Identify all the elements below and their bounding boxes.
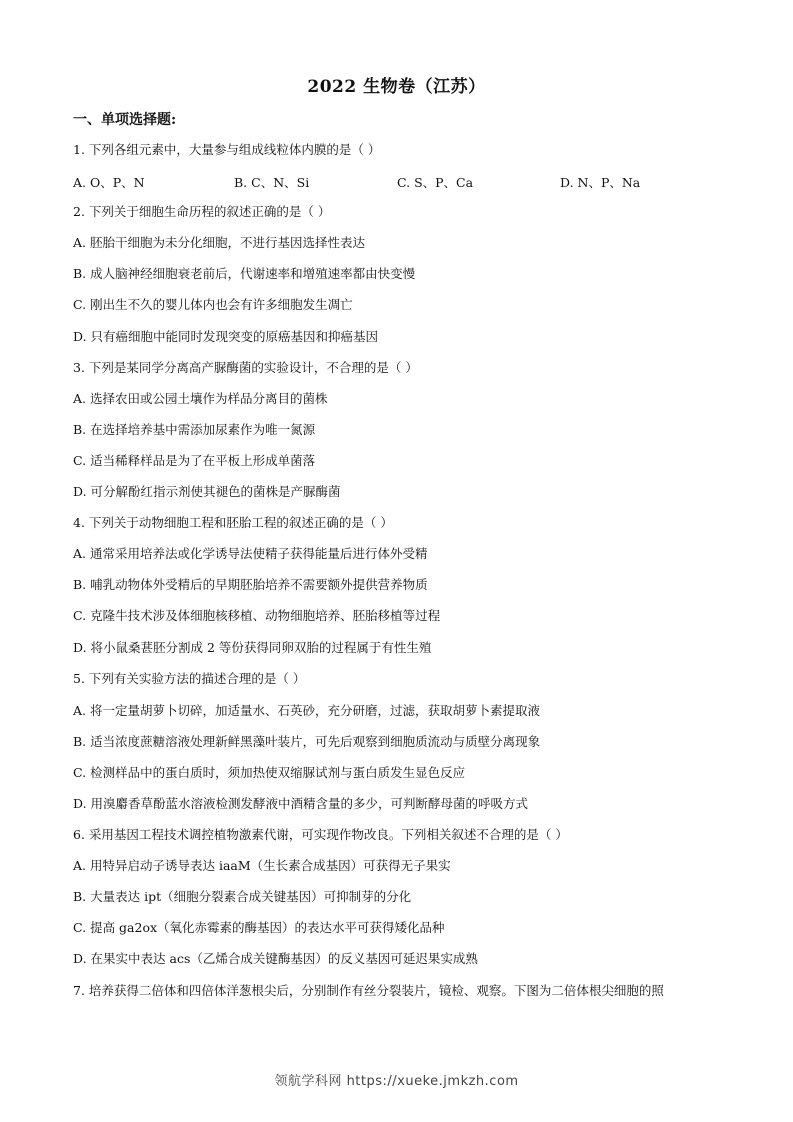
question-5-option-d: D. 用溴麝香草酚蓝水溶液检测发酵液中酒精含量的多少，可判断酵母菌的呼吸方式 [73,796,529,811]
question-2-option-d: D. 只有癌细胞中能同时发现突变的原癌基因和抑癌基因 [73,329,379,344]
question-3-option-b: B. 在选择培养基中需添加尿素作为唯一氮源 [73,422,316,437]
question-3-option-a: A. 选择农田或公园土壤作为样品分离目的菌株 [73,391,328,406]
question-5-option-a: A. 将一定量胡萝卜切碎，加适量水、石英砂，充分研磨，过滤，获取胡萝卜素提取液 [73,703,540,718]
question-6-option-b: B. 大量表达 ipt（细胞分裂素合成关键基因）可抑制芽的分化 [73,889,412,904]
page-title: 2022 生物卷（江苏） [307,77,486,97]
question-2-stem: 2. 下列关于细胞生命历程的叙述正确的是（ ） [73,204,331,219]
question-2-option-b: B. 成人脑神经细胞衰老前后，代谢速率和增殖速率都由快变慢 [73,266,416,281]
question-1-option-a: A. O、P、N [73,175,145,190]
section-heading: 一、单项选择题: [73,112,177,128]
question-1-option-b: B. C、N、Si [234,175,310,190]
question-5-stem: 5. 下列有关实验方法的描述合理的是（ ） [73,671,306,686]
question-5-option-b: B. 适当浓度蔗糖溶液处理新鲜黑藻叶装片，可先后观察到细胞质流动与质壁分离现象 [73,734,541,749]
question-4-option-d: D. 将小鼠桑葚胚分割成 2 等份获得同卵双胎的过程属于有性生殖 [73,640,432,655]
question-3-option-d: D. 可分解酚红指示剂使其褪色的菌株是产脲酶菌 [73,484,341,499]
question-3-stem: 3. 下列是某同学分离高产脲酶菌的实验设计，不合理的是（ ） [73,360,418,375]
question-6-option-c: C. 提高 ga2ox（氧化赤霉素的酶基因）的表达水平可获得矮化品种 [73,920,445,935]
question-3-option-c: C. 适当稀释样品是为了在平板上形成单菌落 [73,453,316,468]
question-4-option-c: C. 克隆牛技术涉及体细胞核移植、动物细胞培养、胚胎移植等过程 [73,608,441,623]
question-2-option-c: C. 刚出生不久的婴儿体内也会有许多细胞发生凋亡 [73,297,353,312]
question-6-option-a: A. 用特异启动子诱导表达 iaaM（生长素合成基因）可获得无子果实 [73,858,451,873]
question-6-option-d: D. 在果实中表达 acs（乙烯合成关键酶基因）的反义基因可延迟果实成熟 [73,951,478,966]
question-4-option-a: A. 通常采用培养法或化学诱导法使精子获得能量后进行体外受精 [73,546,428,561]
question-6-stem: 6. 采用基因工程技术调控植物激素代谢，可实现作物改良。下列相关叙述不合理的是（ ） [73,827,568,842]
question-7-stem: 7. 培养获得二倍体和四倍体洋葱根尖后，分别制作有丝分裂装片，镜检、观察。下图为二倍体根尖细胞的照 [73,983,664,998]
question-2-option-a: A. 胚胎干细胞为未分化细胞，不进行基因选择性表达 [73,235,365,250]
question-1-option-c: C. S、P、Ca [397,175,474,190]
question-5-option-c: C. 检测样品中的蛋白质时，须加热使双缩脲试剂与蛋白质发生显色反应 [73,765,466,780]
question-1-option-d: D. N、P、Na [560,175,641,190]
question-4-option-b: B. 哺乳动物体外受精后的早期胚胎培养不需要额外提供营养物质 [73,577,428,592]
page-footer: 领航学科网 https://xueke.jmkzh.com [274,1074,519,1089]
question-1-stem: 1. 下列各组元素中，大量参与组成线粒体内膜的是（ ） [73,142,381,157]
question-4-stem: 4. 下列关于动物细胞工程和胚胎工程的叙述正确的是（ ） [73,515,393,530]
